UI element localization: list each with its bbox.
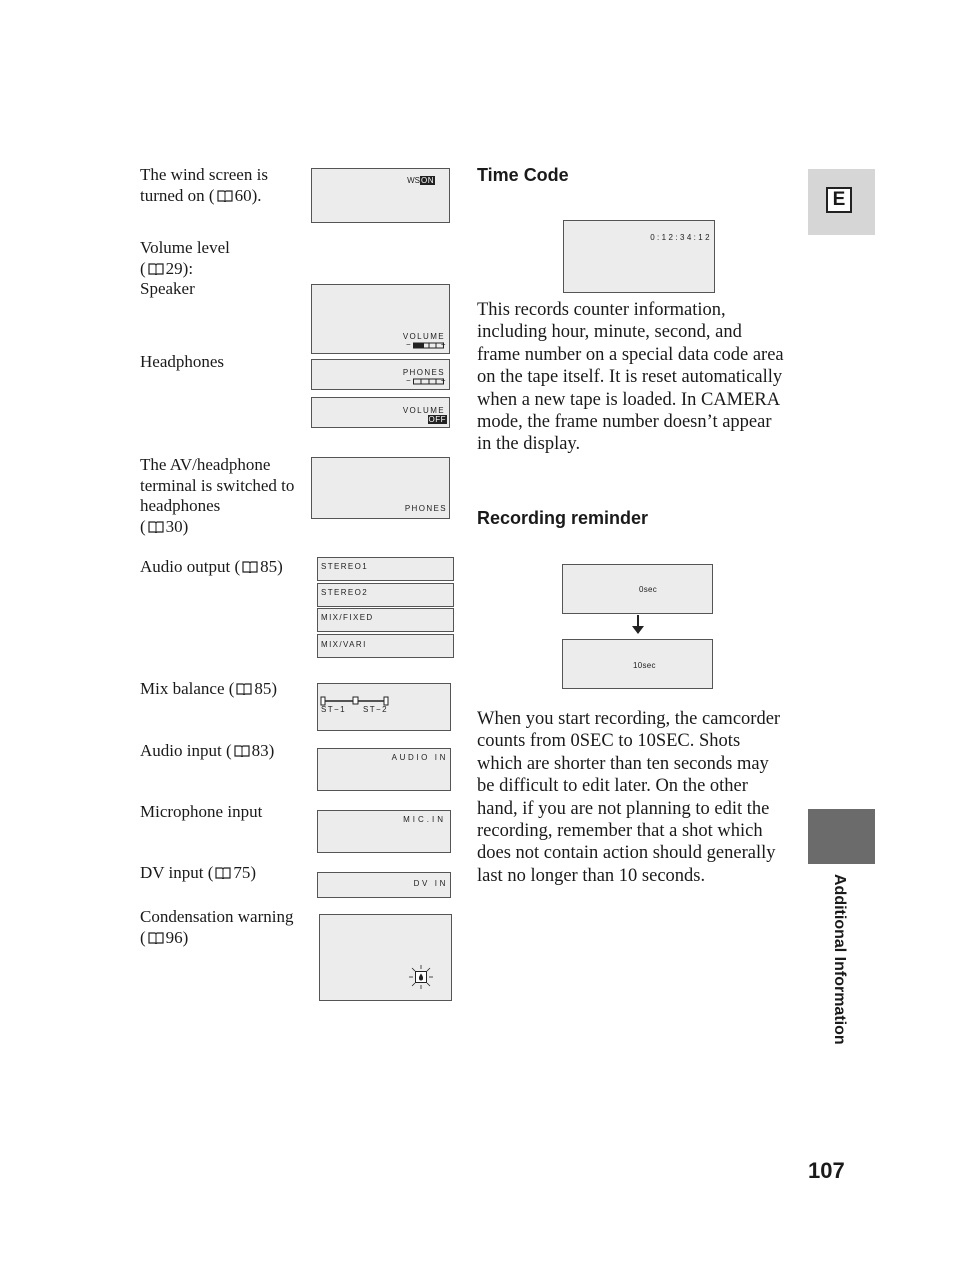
audio-input-label: Audio input ( 83) (140, 741, 275, 760)
volume-level-label: Volume level ( 29): Speaker (140, 238, 230, 298)
condensation-display (319, 914, 452, 1001)
wind-screen-label: The wind screen is turned on ( 60). (140, 165, 268, 205)
language-tab (808, 169, 875, 235)
book-icon (215, 867, 231, 879)
reminder-start-display: 0sec (562, 564, 713, 614)
dv-in-display: DV IN (317, 872, 451, 898)
phones-output-display: PHONES (311, 457, 450, 519)
arrow-down-icon (631, 615, 645, 635)
mic-in-display: MIC.IN (317, 810, 451, 853)
section-label: Additional Information (831, 874, 848, 1045)
microphone-input-label: Microphone input (140, 802, 263, 821)
ws-on-indicator: ON (421, 176, 434, 185)
section-tab (808, 809, 875, 864)
book-icon (234, 745, 250, 757)
mix-vari-option: MIX/VARI (317, 634, 454, 658)
book-icon (148, 932, 164, 944)
time-code-heading: Time Code (477, 165, 569, 185)
volume-display: VOLUME − + (311, 284, 450, 354)
condensation-warning-label: Condensation warning ( 96) (140, 907, 294, 947)
recording-reminder-description: When you start recording, the camcorder counts from 0SEC to 10SEC. Shots which are shorter than ten seconds may be difficult to edit later. On the other hand, if you are not planning to edit the recording, remember that a shot which does not contain action should generally last no longer than 10 seconds. (477, 709, 781, 886)
audio-output-label: Audio output ( 85) (140, 557, 283, 576)
stereo1-option: STEREO1 (317, 557, 454, 581)
mix-fixed-option: MIX/FIXED (317, 608, 454, 632)
language-tab-letter: E (826, 187, 852, 213)
time-code-display: 0:12:34:12 (563, 220, 715, 293)
off-indicator: OFF (428, 415, 446, 424)
book-icon (217, 190, 233, 202)
av-terminal-label: The AV/headphone terminal is switched to headphones ( 30) (140, 455, 295, 536)
reminder-end-display: 10sec (562, 639, 713, 689)
headphones-label: Headphones (140, 352, 225, 371)
wind-screen-display: WSON (311, 168, 450, 223)
book-icon (236, 683, 252, 695)
audio-in-display: AUDIO IN (317, 748, 451, 791)
stereo2-option: STEREO2 (317, 583, 454, 607)
time-code-description: This records counter information, including hour, minute, second, and frame number on a special data code area on the tape itself. It is reset automatically when a new tape is loaded. In CAMERA mode, the frame number doesn’t appear in the display. (477, 300, 784, 455)
page-number: 107 (808, 1158, 845, 1183)
book-icon (148, 263, 164, 275)
mix-balance-display: ST−1 ST−2 (317, 683, 451, 731)
book-icon (242, 561, 258, 573)
volume-off-display: VOLUME OFF (311, 397, 450, 428)
condensation-warning-icon (409, 965, 433, 989)
recording-reminder-heading: Recording reminder (477, 508, 649, 528)
mix-balance-label: Mix balance ( 85) (140, 679, 278, 698)
phones-display: PHONES − + (311, 359, 450, 390)
dv-input-label: DV input ( 75) (140, 863, 257, 882)
book-icon (148, 521, 164, 533)
